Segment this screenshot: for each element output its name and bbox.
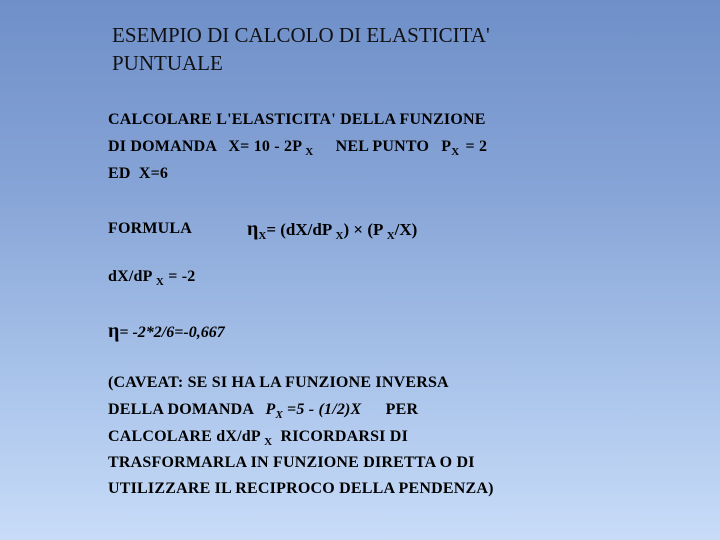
price-subscript: X xyxy=(451,146,460,158)
price-symbol: P xyxy=(441,138,452,155)
formula-label: FORMULA xyxy=(108,220,193,237)
prompt-line-2-text-b: NEL PUNTO xyxy=(335,138,430,155)
caveat-line-1: (CAVEAT: SE SI HA LA FUNZIONE INVERSA xyxy=(108,374,449,391)
eta-subscript: X xyxy=(258,230,267,242)
prompt-line-2-text-a: DI DOMANDA xyxy=(108,138,217,155)
caveat-line-3-subscript: X xyxy=(264,436,273,448)
slide-title-line-1: ESEMPIO DI CALCOLO DI ELASTICITA' xyxy=(112,23,490,47)
inverse-demand-function xyxy=(265,401,362,421)
formula-rhs-subscript-2: X xyxy=(386,230,395,242)
eta-symbol: η xyxy=(247,218,259,240)
formula-rhs-subscript-1: X xyxy=(335,230,344,242)
caveat-line-4: TRASFORMARLA IN FUNZIONE DIRETTA O DI xyxy=(108,454,475,471)
quantity-point: X=6 xyxy=(138,165,169,182)
caveat-line-2 xyxy=(108,401,418,419)
prompt-line-1: CALCOLARE L'ELASTICITA' DELLA FUNZIONE xyxy=(108,111,486,128)
derivative-line xyxy=(108,268,196,286)
caveat-line-3-text-b: RICORDARSI DI xyxy=(280,428,408,445)
slide-title-line-2: PUNTUALE xyxy=(112,51,223,75)
demand-function-subscript: X xyxy=(305,146,314,158)
demand-function-expr: X= 10 - 2P xyxy=(228,138,303,155)
prompt-line-2 xyxy=(108,138,487,156)
caveat-line-3 xyxy=(108,428,408,446)
formula-rhs-b: ) × (P xyxy=(343,220,383,239)
inverse-price-subscript: X xyxy=(275,409,284,421)
derivative-subscript: X xyxy=(155,276,165,288)
derivative-lhs: dX/dP xyxy=(108,268,152,285)
prompt-line-3-text-a: ED xyxy=(108,165,131,182)
elasticity-formula xyxy=(247,218,417,241)
prompt-line-3 xyxy=(108,165,168,183)
price-point xyxy=(441,138,488,158)
inverse-demand-expr: =5 - (1/2)X xyxy=(287,401,362,418)
formula-rhs-c: /X) xyxy=(394,220,418,239)
price-value: = 2 xyxy=(465,138,488,155)
derivative-rhs: = -2 xyxy=(168,268,196,285)
caveat-line-3-text-a: CALCOLARE dX/dP xyxy=(108,428,260,445)
caveat-line-2-text-b: PER xyxy=(385,401,419,418)
caveat-line-5: UTILIZZARE IL RECIPROCO DELLA PENDENZA) xyxy=(108,480,494,497)
result-eta-symbol: η xyxy=(108,320,120,342)
caveat-line-2-text-a: DELLA DOMANDA xyxy=(108,401,254,418)
result-line xyxy=(108,320,225,343)
inverse-price-symbol: P xyxy=(265,401,276,418)
result-expression: = -2*2/6=-0,667 xyxy=(119,324,225,341)
formula-rhs-a: = (dX/dP xyxy=(266,220,332,239)
demand-function xyxy=(228,138,314,158)
